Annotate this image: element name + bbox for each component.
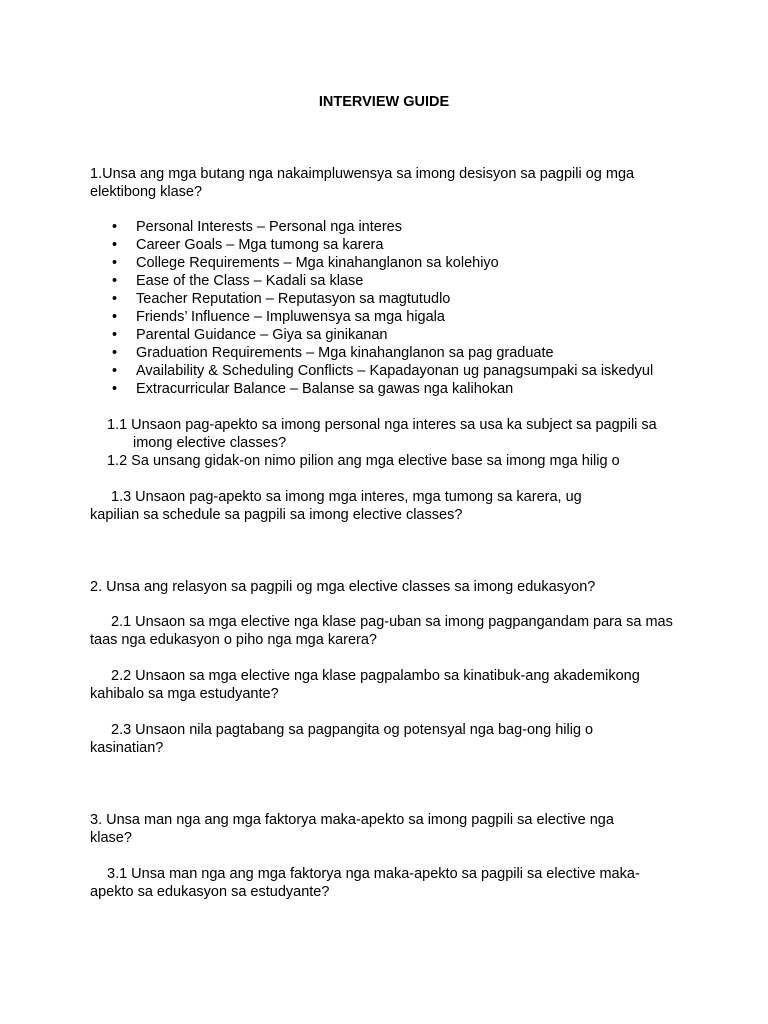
list-item-text: College Requirements – Mga kinahanglanon sa kolehiyo [136,255,499,271]
list-item [110,218,710,236]
question-2: 2. Unsa ang relasyon sa pagpili og mga elective classes sa imong edukasyon? [90,579,596,595]
subquestion-1-3: 1.3 Unsaon pag-apekto sa imong mga interes, mga tumong sa karera, ug kapilian sa schedule sa pagpili sa imong elective classes? [90,489,582,523]
list-item-text: Availability & Scheduling Conflicts – Kapadayonan ug panagsumpaki sa iskedyul [136,363,654,379]
bullet-icon: • [112,237,118,253]
bullet-icon: • [112,327,118,343]
list-item [110,380,710,398]
list-item [110,344,710,362]
list-item [110,236,710,254]
list-item-text: Graduation Requirements – Mga kinahanglanon sa pag graduate [136,345,554,361]
q1-bullet-list [110,218,710,398]
list-item-text: Friends’ Influence – Impluwensya sa mga higala [136,309,445,325]
list-item-text: Ease of the Class – Kadali sa klase [136,273,364,289]
bullet-icon: • [112,219,118,235]
bullet-icon: • [112,255,118,271]
list-item-text: Personal Interests – Personal nga interes [136,219,402,235]
bullet-icon: • [112,345,118,361]
subquestion-3-1: 3.1 Unsa man nga ang mga faktorya nga maka-apekto sa pagpili sa elective maka-apekto sa edukasyon sa estudyante? [90,866,640,900]
list-item-text: Extracurricular Balance – Balanse sa gawas nga kalihokan [136,381,514,397]
bullet-icon: • [112,381,118,397]
bullet-icon: • [112,363,118,379]
bullet-icon: • [112,291,118,307]
subquestion-2-1: 2.1 Unsaon sa mga elective nga klase pag-uban sa imong pagpangandam para sa mas taas nga edukasyon o piho nga mga karera? [90,614,673,648]
bullet-icon: • [112,309,118,325]
document-title: INTERVIEW GUIDE [318,94,450,110]
list-item-text: Career Goals – Mga tumong sa karera [136,237,384,253]
list-item [110,308,710,326]
list-item [110,272,710,290]
list-item [110,290,710,308]
question-3: 3. Unsa man nga ang mga faktorya maka-apekto sa imong pagpili sa elective nga klase? [90,812,614,846]
list-item [110,362,710,380]
question-1: 1.Unsa ang mga butang nga nakaimpluwensya sa imong desisyon sa pagpili og mga elektibong klase? [90,166,635,200]
list-item [110,254,710,272]
list-item [110,326,710,344]
list-item-text: Teacher Reputation – Reputasyon sa magtutudlo [136,291,451,307]
subquestion-2-2: 2.2 Unsaon sa mga elective nga klase pagpalambo sa kinatibuk-ang akademikong kahibalo sa mga estudyante? [90,668,640,702]
subquestion-1-2: 1.2 Sa unsang gidak-on nimo pilion ang mga elective base sa imong mga hilig o [107,453,620,469]
subquestion-2-3: 2.3 Unsaon nila pagtabang sa pagpangita og potensyal nga bag-ong hilig o kasinatian? [90,722,594,756]
subquestion-1-1: 1.1 Unsaon pag-apekto sa imong personal nga interes sa usa ka subject sa pagpili sa imong elective classes? [107,417,657,451]
list-item-text: Parental Guidance – Giya sa ginikanan [136,327,388,343]
bullet-icon: • [112,273,118,289]
